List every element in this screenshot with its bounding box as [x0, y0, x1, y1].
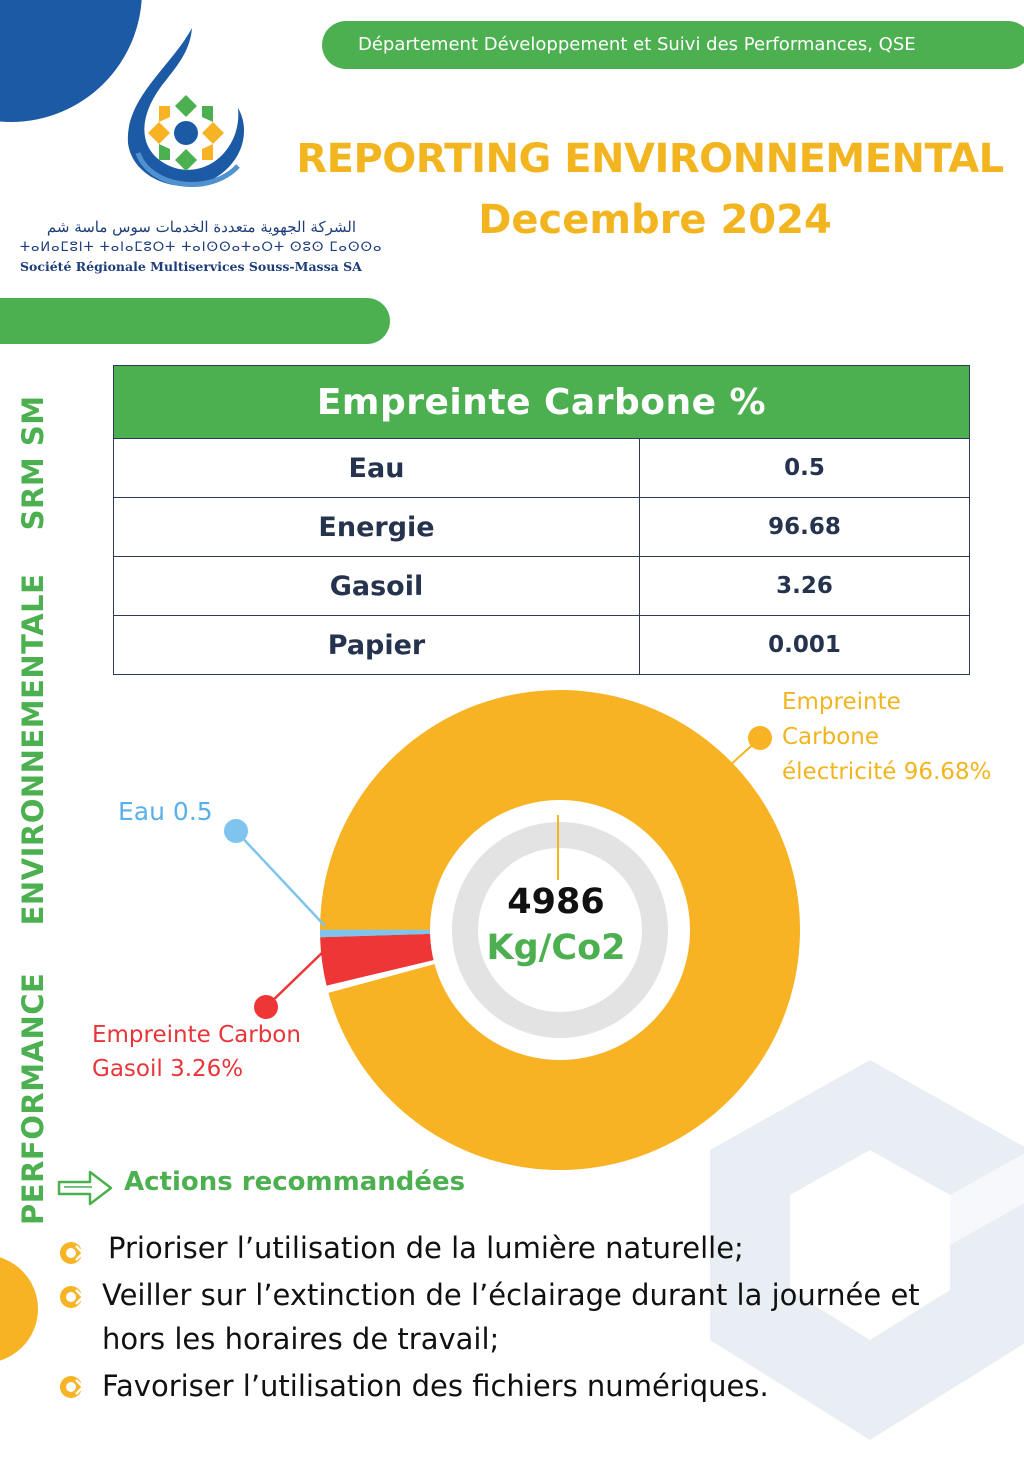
side-text-performance: PERFORMANCE [16, 972, 50, 1225]
action-item: Veiller sur l’extinction de l’éclairage durant la journée et hors les horaires de travail; [102, 1278, 920, 1356]
label-electricity: Empreinte Carbone électricité 96.68% [782, 689, 992, 785]
label-gasoil: Empreinte Carbon Gasoil 3.26% [92, 1022, 301, 1082]
table-row [114, 498, 970, 557]
row-label: Eau [114, 439, 640, 498]
action-item: Prioriser l’utilisation de la lumière naturelle; [108, 1231, 744, 1265]
row-value: 0.001 [640, 616, 970, 675]
corner-circle-bottom [0, 1255, 38, 1363]
label-eau: Eau 0.5 [118, 797, 213, 826]
row-value: 0.5 [640, 439, 970, 498]
row-label: Energie [114, 498, 640, 557]
marker-gasoil [254, 995, 278, 1019]
carbon-table [113, 365, 970, 675]
leader-line-eau [236, 831, 325, 926]
row-value: 3.26 [640, 557, 970, 616]
action-item: Favoriser l’utilisation des fichiers numériques. [102, 1369, 769, 1403]
marker-eau [224, 819, 248, 843]
actions-title: Actions recommandées [124, 1167, 466, 1197]
side-text-environnementale: ENVIRONNEMENTALE [16, 573, 50, 926]
table-row [114, 439, 970, 498]
chart-center-unit: Kg/Co2 [486, 928, 626, 968]
report-period: Decembre 2024 [478, 197, 832, 243]
org-name-tifinagh: ⵜⴰⵍⴰⵎⵓⵏⵜ ⵜⴰⵏⴰⵎⵓⵔⵜ ⵜⴰⵏⵙⵙⴰⵜⴰⵔⵜ ⵙⵓⵙ ⵎⴰⵙⵙⴰ [20, 240, 383, 255]
arrow-right-icon [56, 1168, 114, 1208]
table-row [114, 557, 970, 616]
table-header: Empreinte Carbone % [114, 366, 970, 439]
report-title: REPORTING ENVIRONNEMENTAL [296, 136, 1004, 182]
org-name-arabic: الشركة الجهوية متعددة الخدمات سوس ماسة شم [46, 218, 356, 236]
row-label: Gasoil [114, 557, 640, 616]
row-value: 96.68 [640, 498, 970, 557]
chart-center-value: 4986 [507, 882, 605, 922]
bullet-icon [58, 1284, 84, 1310]
row-label: Papier [114, 616, 640, 675]
marker-elec [748, 726, 772, 750]
leader-line-gasoil [266, 950, 325, 1007]
side-text-srm: SRM SM [16, 395, 50, 531]
org-name-french: Société Régionale Multiservices Souss-Massa SA [20, 259, 362, 274]
table-row [114, 616, 970, 675]
bullet-icon [58, 1240, 84, 1266]
department-banner: Département Développement et Suivi des Performances, QSE [322, 21, 1024, 69]
srm-logo-icon [120, 28, 260, 198]
bullet-icon [58, 1374, 84, 1400]
green-divider-bar [0, 298, 390, 344]
